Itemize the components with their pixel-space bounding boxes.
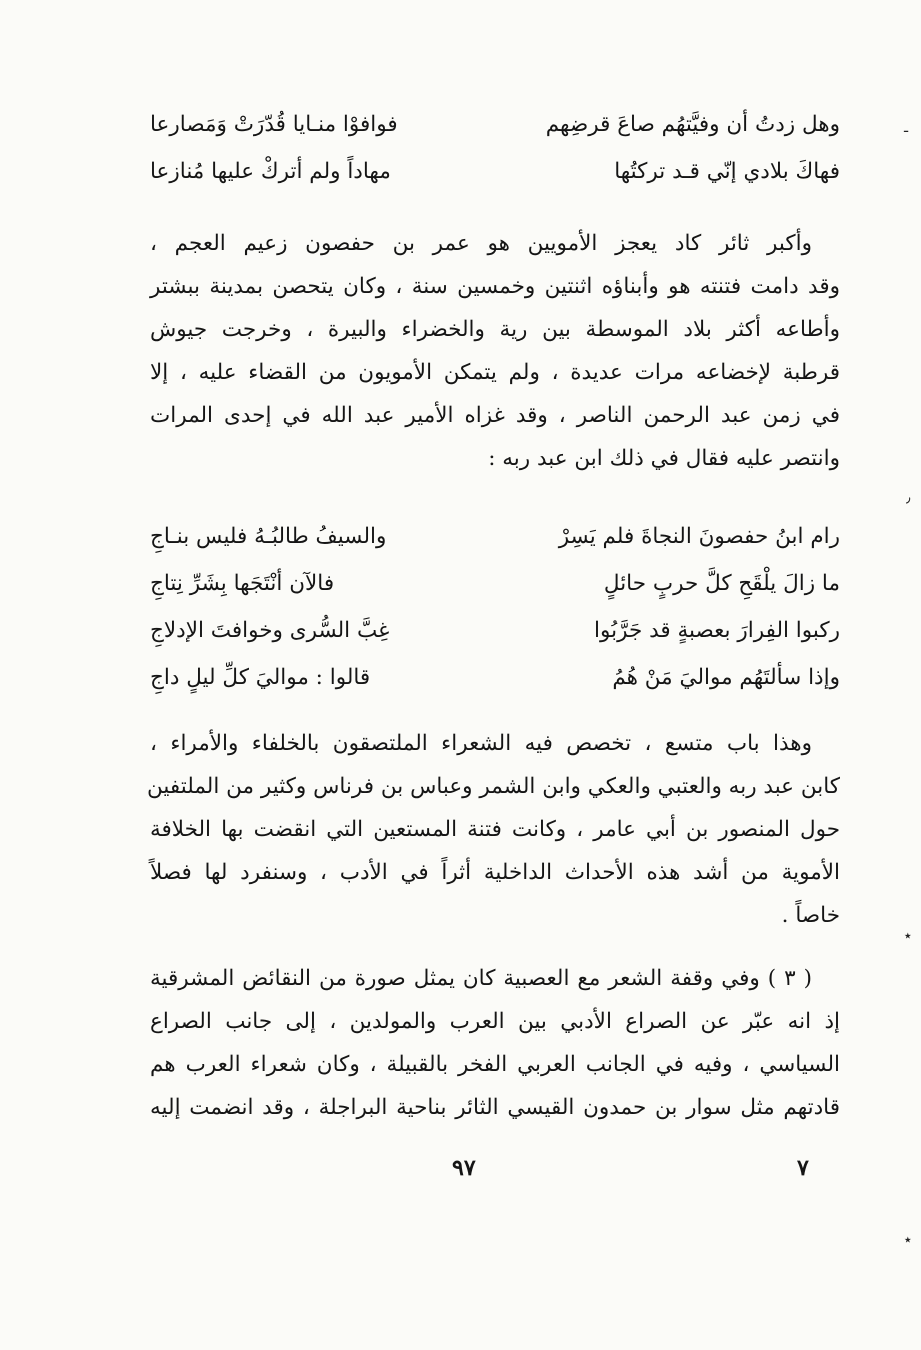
paragraph-line: ( ٣ ) وفي وقفة الشعر مع العصبية كان يمثل صورة من النقائض المشرقية (150, 966, 812, 991)
paragraph-line: وهذا باب متسع ، تخصص فيه الشعراء الملتصقون بالخلفاء والأمراء ، (150, 731, 812, 756)
verse-line (150, 560, 840, 607)
verse-hemistich-second: والسيفُ طالبُـهُ فليس بنـاجِ (150, 524, 387, 549)
paragraph-line: إذ انه عبّر عن الصراع الأدبي بين العرب والمولدين ، إلى جانب الصراع (150, 1009, 840, 1034)
margin-mark: ٫ (906, 490, 911, 506)
paragraph-1 (150, 222, 840, 480)
paragraph-line: حول المنصور بن أبي عامر ، وكانت فتنة المستعين التي انقضت بها الخلافة (150, 817, 840, 842)
paragraph-line: وانتصر عليه فقال في ذلك ابن عبد ربه : (488, 446, 840, 471)
verse-hemistich-second: غِبَّ السُّرى وخوافتَ الإدلاجِ (150, 618, 390, 643)
verse-hemistich-second: فالآن أنْتَجَها بِشَرِّ نِتاجِ (150, 571, 335, 596)
paragraph-line: قادتهم مثل سوار بن حمدون القيسي الثائر بناحية البراجلة ، وقد انضمت إليه (150, 1095, 840, 1120)
verse-hemistich-first: وإذا سألتَهُم مواليَ مَنْ هُمُ (612, 665, 840, 690)
verse-hemistich-second: فوافوْا منـايا قُدّرَتْ وَمَصارعا (150, 112, 398, 137)
paragraph-line: الأموية من أشد هذه الأحداث الداخلية أثراً في الأدب ، وسنفرد لها فصلاً (150, 860, 840, 885)
verse-hemistich-first: فهاكَ بلادي إنّي قـد تركتُها (614, 159, 840, 184)
paragraph-line: وقد دامت فتنته هو وأبناؤه اثنتين وخمسين سنة ، وكان يتحصن بمدينة ببشتر (150, 274, 840, 299)
paragraph-line: السياسي ، وفيه في الجانب العربي الفخر بالقبيلة ، وكان شعراء العرب هم (150, 1052, 840, 1077)
verse-line (150, 101, 840, 148)
verse-line (150, 148, 840, 195)
paragraph-line: قرطبة لإخضاعه مرات عديدة ، ولم يتمكن الأمويون من القضاء عليه ، إلا (150, 360, 840, 385)
paragraph-line: وأطاعه أكثر بلاد الموسطة بين رية والخضراء والبيرة ، وخرجت جيوش (150, 317, 840, 342)
verse-hemistich-first: وهل زدتُ أن وفيَّتهُم صاعَ قرضِهم (545, 112, 840, 137)
margin-mark: ٭ (904, 928, 912, 944)
verse-hemistich-first: ما زالَ يلْقَحِ كلَّ حربٍ حائلٍ (603, 571, 840, 596)
paragraph-line: خاصاً . (781, 903, 840, 928)
verse-line (150, 654, 840, 701)
verse-line (150, 607, 840, 654)
verse-hemistich-second: مهاداً ولم أتركْ عليها مُنازعا (150, 159, 391, 184)
margin-mark: ـ (904, 120, 909, 136)
page-number: ٩٧ (452, 1155, 476, 1181)
verse-hemistich-first: رام ابنُ حفصونَ النجاةَ فلم يَسِرْ (558, 524, 840, 549)
verse-block-2 (150, 513, 840, 701)
verse-hemistich-second: قالوا : مواليَ كلِّ ليلٍ داجِ (150, 665, 371, 690)
paragraph-2 (147, 722, 840, 937)
margin-mark: ٭ (904, 1232, 912, 1248)
paragraph-line: وأكبر ثائر كاد يعجز الأمويين هو عمر بن حفصون زعيم العجم ، (150, 231, 812, 256)
paragraph-line: كابن عبد ربه والعتبي والعكي وابن الشمر وعباس بن فرناس وكثير من الملتفين (147, 774, 840, 799)
paragraph-3 (150, 957, 840, 1129)
paragraph-line: في زمن عبد الرحمن الناصر ، وقد غزاه الأمير عبد الله في إحدى المرات (150, 403, 840, 428)
section-number: ٧ (797, 1155, 809, 1181)
verse-hemistich-first: ركبوا الفِرارَ بعصبةٍ قد جَرَّبُوا (594, 618, 840, 643)
verse-block-1 (150, 101, 840, 195)
verse-line (150, 513, 840, 560)
